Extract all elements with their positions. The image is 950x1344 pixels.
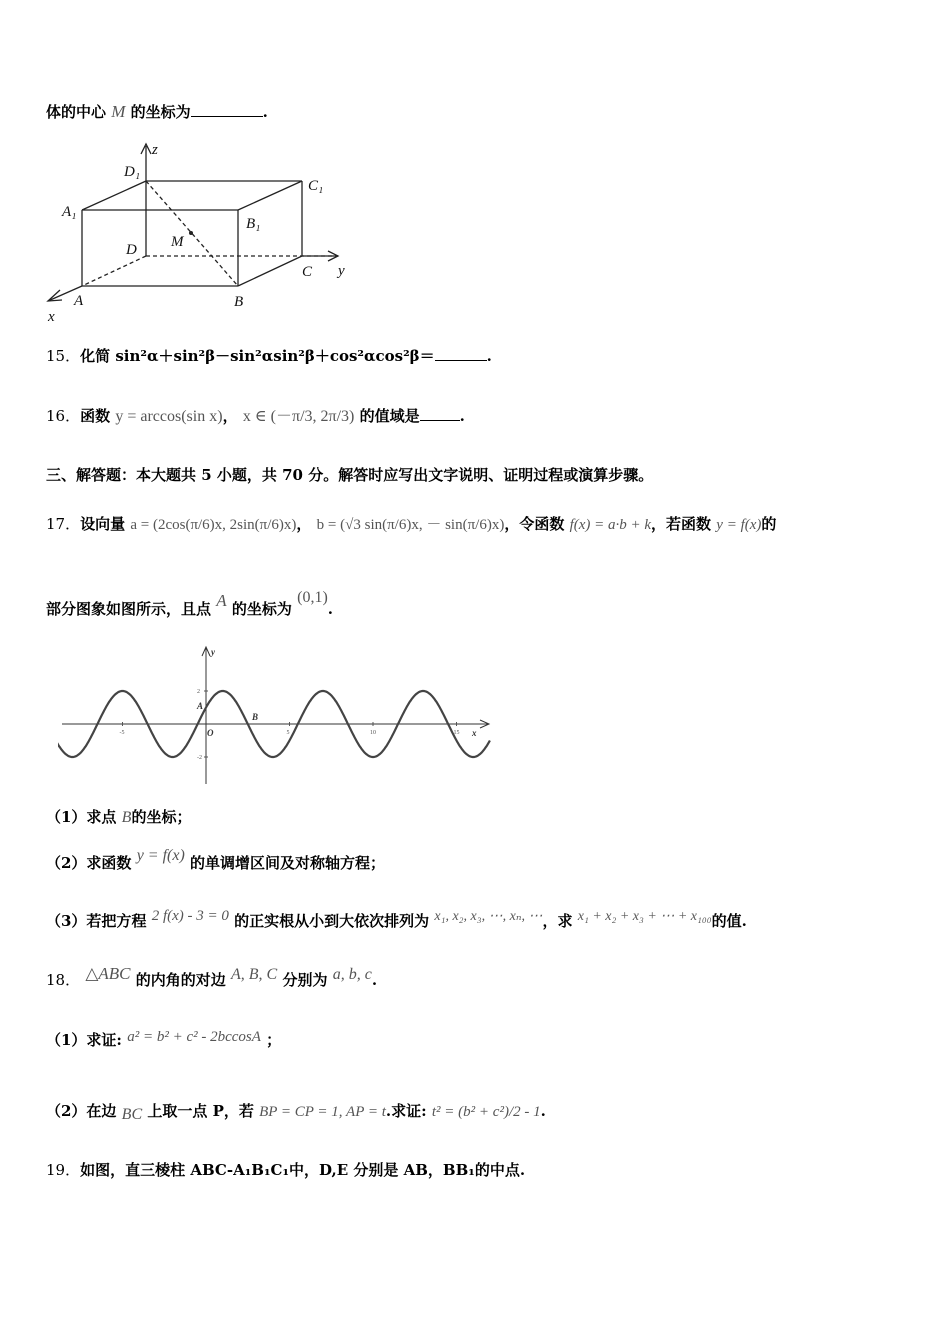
box-label-C1: C₁ bbox=[308, 178, 324, 194]
sine-graph bbox=[58, 642, 498, 787]
box-label-D: D bbox=[126, 242, 137, 258]
box-label-z: z bbox=[152, 142, 158, 158]
x-tick-label: 15 bbox=[453, 730, 460, 736]
y-tick-label: -2 bbox=[197, 755, 202, 761]
y-tick-label: 2 bbox=[197, 689, 200, 695]
q17-vector-a: a = (2cos(π/6)x, 2sin(π/6)x) bbox=[130, 517, 297, 533]
q18-part-1: （1）求证: a² = b² + c² - 2bccosA ； bbox=[46, 1029, 282, 1049]
box-label-D1: D₁ bbox=[124, 164, 141, 180]
box-label-y: y bbox=[338, 263, 345, 279]
box-label-A: A bbox=[74, 293, 84, 309]
q17-part-1: （1）求点 B的坐标； bbox=[46, 808, 192, 826]
q17-vector-b: b = (√3 sin(π/6)x, － sin(π/6)x) bbox=[316, 517, 505, 533]
x-tick-label: 5 bbox=[286, 730, 290, 736]
question-16: 16．函数 y = arccos(sin x)， x ∈ (－π/3, 2π/3) 的值域是 . bbox=[46, 407, 465, 425]
graph-label-B: B bbox=[252, 712, 259, 722]
q14-tail: 体的中心 M 的坐标为 . bbox=[46, 102, 268, 121]
q17-part-2: （2）求函数 y = f(x) 的单调增区间及对称轴方程； bbox=[46, 847, 386, 872]
question-15: 15．化简 sin²α＋sin²β－sin²αsin²β＋cos²αcos²β＝ . bbox=[46, 347, 492, 365]
x-tick-label: 10 bbox=[370, 730, 376, 736]
box-figure bbox=[40, 138, 370, 328]
graph-label-y: y bbox=[211, 647, 215, 657]
box-label-C: C bbox=[302, 264, 313, 280]
question-19: 19．如图，直三棱柱 ABC-A₁B₁C₁中，D,E 分别是 AB，BB₁的中点. bbox=[46, 1161, 526, 1179]
box-label-x: x bbox=[48, 309, 55, 325]
graph-label-O: O bbox=[207, 728, 214, 738]
question-17: 17．设向量 a = (2cos(π/6)x, 2sin(π/6)x)， b = (√3 sin(π/6)x, － sin(π/6)x)，令函数 f(x) = a·b + k，若函数 y = f(x)的 bbox=[46, 515, 777, 533]
box-label-M: M bbox=[171, 234, 184, 250]
box-label-B: B bbox=[234, 294, 244, 310]
q16-function: y = arccos(sin x) bbox=[115, 408, 223, 425]
question-18: 18． △ABC 的内角的对边 A, B, C 分别为 a, b, c. bbox=[46, 964, 378, 989]
question-17-line2: 部分图象如图所示，且点 A 的坐标为 (0,1). bbox=[46, 589, 334, 618]
q17-part-3: （3）若把方程 2 f(x) - 3 = 0 的正实根从小到大依次排列为 x₁, x₂, x₃, ⋯, xₙ, ⋯，求 x₁ + x₂ + x₃ + ⋯ + x₁₀₀的值. bbox=[46, 908, 747, 930]
q18-part-2: （2）在边 BC 上取一点 P，若 BP = CP = 1, AP = t.求证: t² = (b² + c²)/2 - 1. bbox=[46, 1102, 546, 1123]
q16-domain: x ∈ (－π/3, 2π/3) bbox=[242, 408, 355, 425]
graph-label-x: x bbox=[472, 728, 477, 738]
graph-label-A: A bbox=[197, 701, 204, 711]
box-label-A1: A₁ bbox=[62, 204, 77, 220]
box-label-B1: B₁ bbox=[246, 216, 261, 232]
section-3-title: 三、解答题：本大题共 5 小题，共 70 分。解答时应写出文字说明、证明过程或演算步骤。 bbox=[46, 466, 654, 484]
x-tick-label: -5 bbox=[119, 730, 125, 736]
